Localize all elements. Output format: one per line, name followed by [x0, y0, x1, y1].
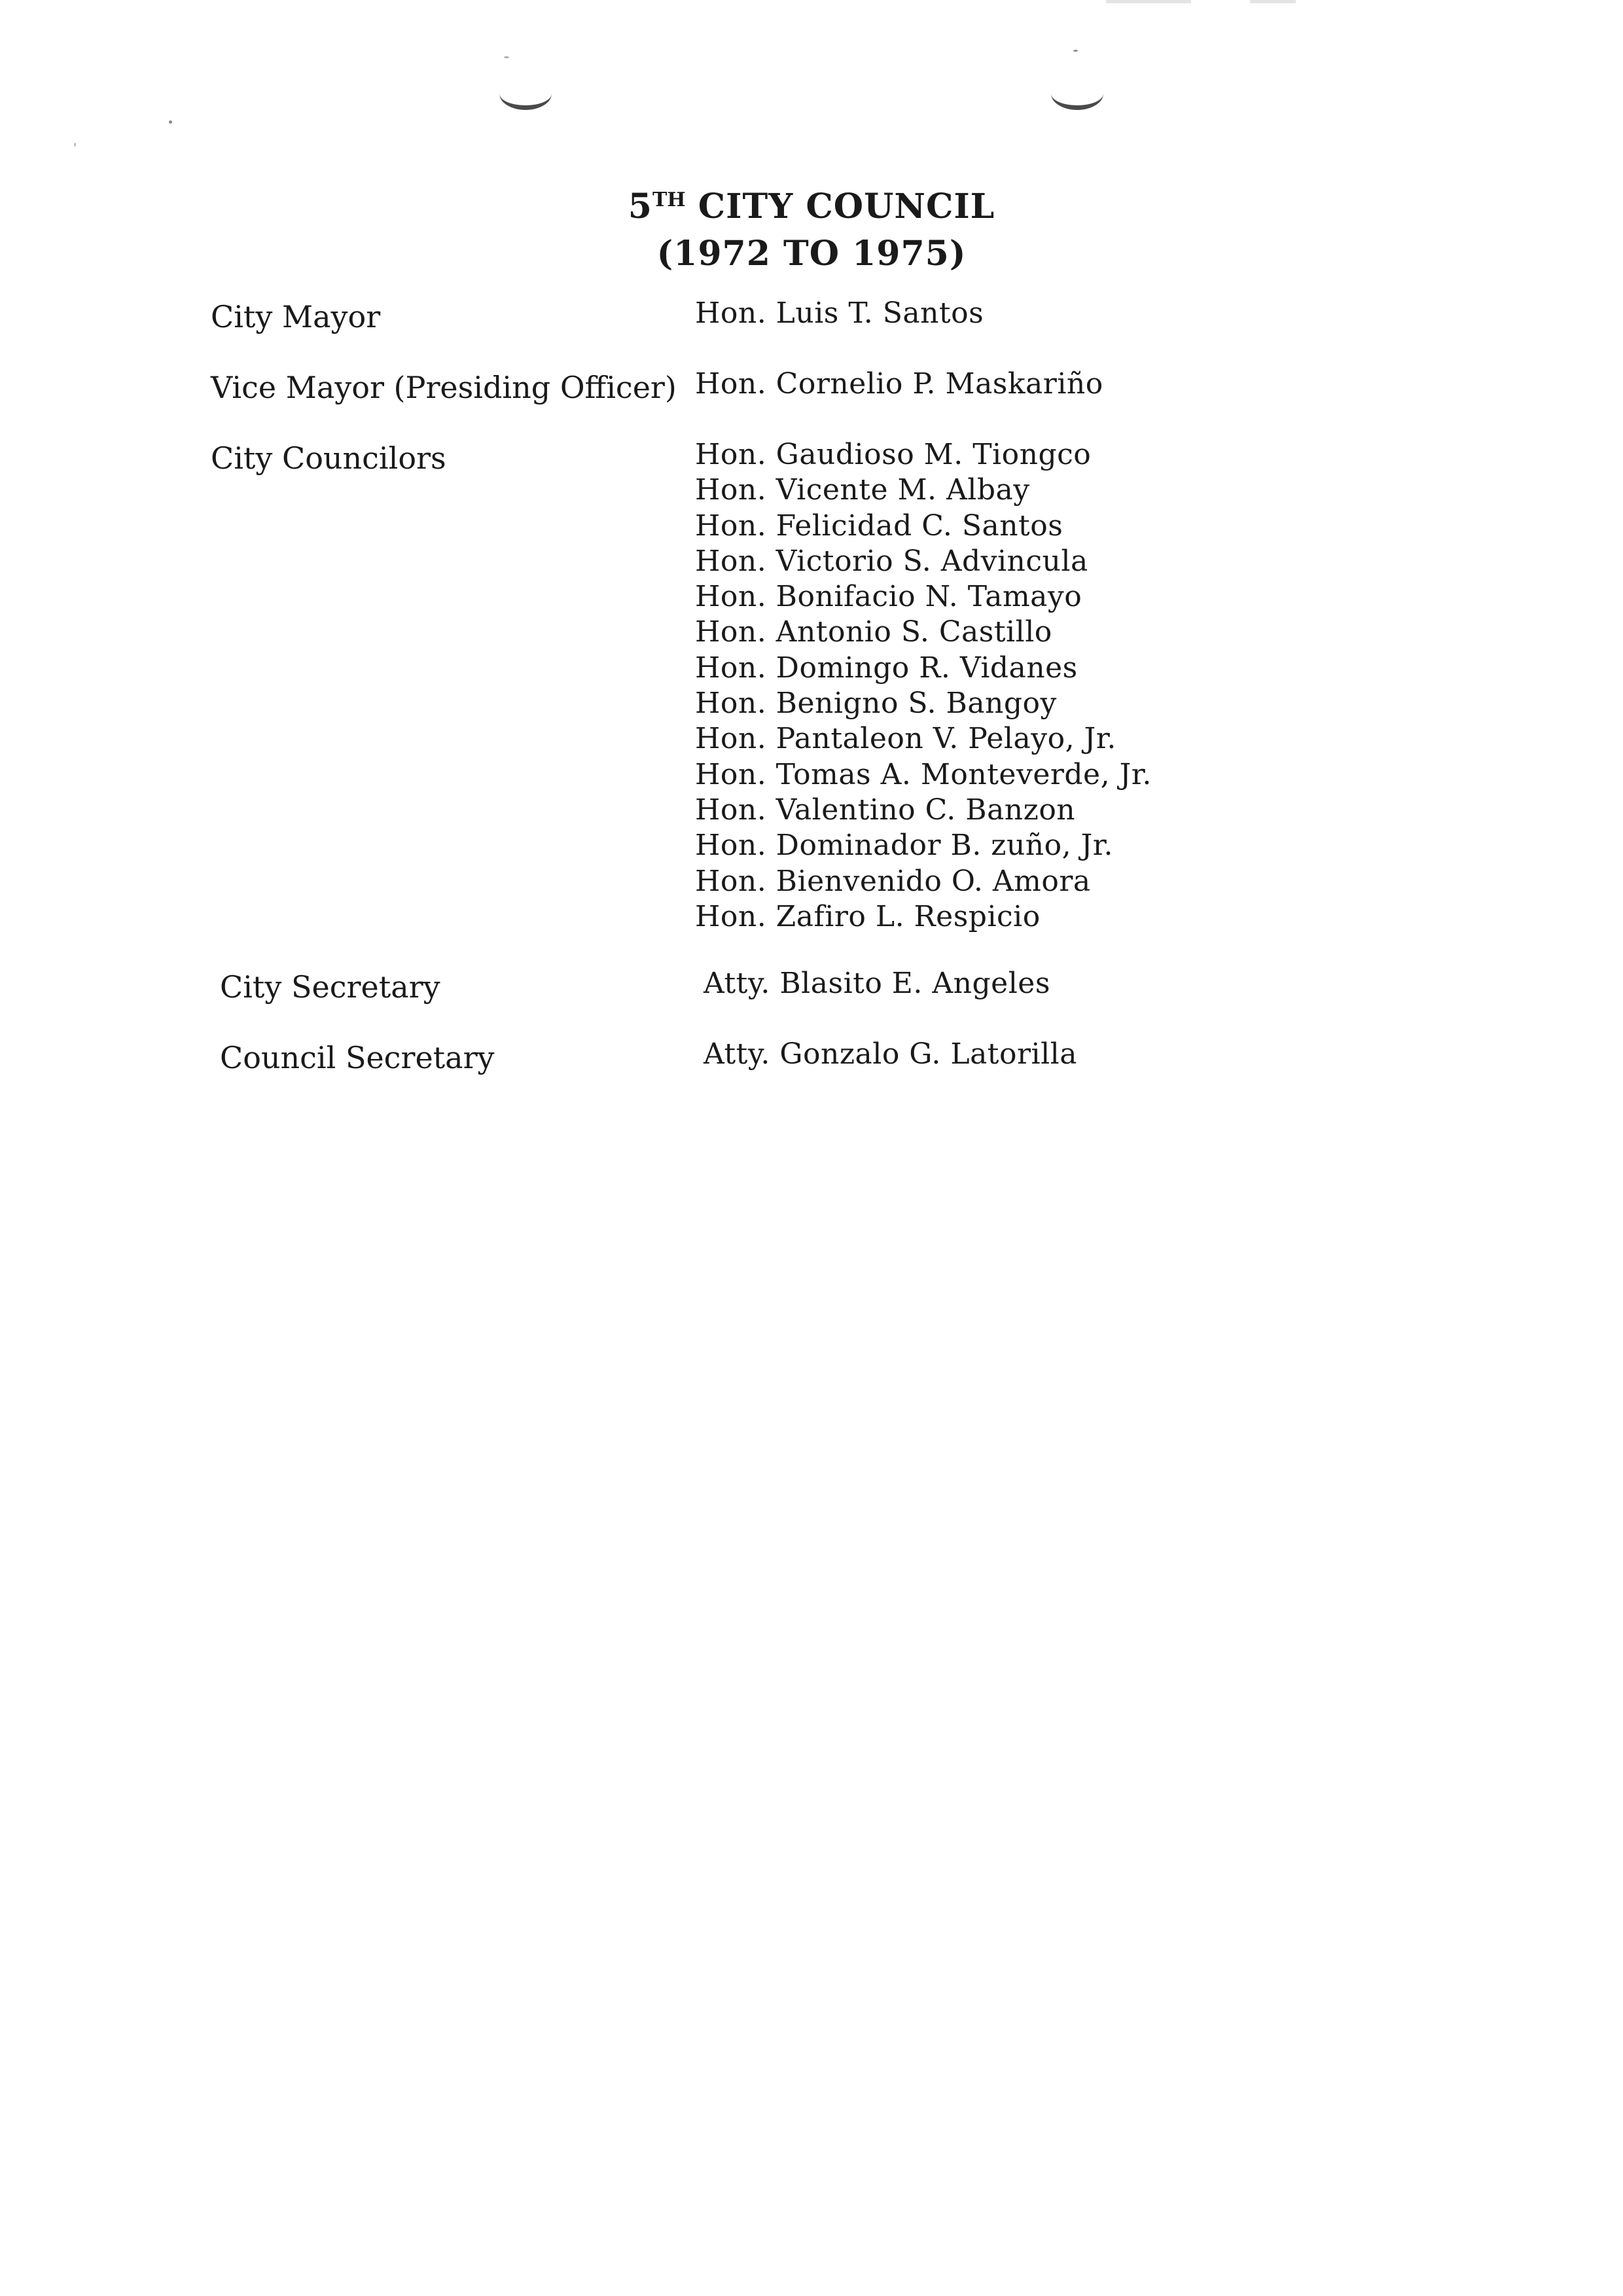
member-name: Hon. Gaudioso M. Tiongco [695, 438, 1092, 471]
member-name: Hon. Zafiro L. Respicio [695, 899, 1041, 933]
punch-hole-right [1051, 77, 1103, 110]
title-ordinal: 5 [628, 187, 652, 226]
document-title [0, 177, 1623, 278]
council-heading [0, 177, 1623, 230]
member-name: Atty. Gonzalo G. Latorilla [704, 1037, 1077, 1071]
member-name: Hon. Bienvenido O. Amora [695, 864, 1091, 898]
member-name: Hon. Dominador B. zuño, Jr. [695, 829, 1113, 863]
member-name: Atty. Blasito E. Angeles [704, 967, 1050, 1000]
member-name: Hon. Benigno S. Bangoy [695, 687, 1057, 721]
scan-speck [1073, 50, 1078, 52]
role-label: City Secretary [220, 969, 440, 1005]
role-label: Council Secretary [220, 1040, 495, 1075]
name-list [704, 1037, 1077, 1072]
scan-speck [169, 120, 172, 124]
name-list [695, 296, 984, 331]
member-name: Hon. Antonio S. Castillo [695, 615, 1052, 649]
member-name: Hon. Pantaleon V. Pelayo, Jr. [695, 722, 1116, 756]
punch-hole-left [499, 77, 552, 110]
member-name: Hon. Tomas A. Monteverde, Jr. [695, 757, 1152, 791]
member-name: Hon. Vicente M. Albay [695, 473, 1030, 507]
name-list [695, 437, 1152, 935]
scan-speck [74, 143, 76, 147]
role-label: City Councilors [211, 440, 446, 476]
member-name: Hon. Domingo R. Vidanes [695, 651, 1078, 685]
scan-smudge [1250, 0, 1296, 3]
member-name: Hon. Felicidad C. Santos [695, 509, 1063, 543]
title-heading: CITY COUNCIL [698, 187, 995, 226]
member-name: Hon. Valentino C. Banzon [695, 793, 1076, 827]
role-label: City Mayor [211, 299, 381, 334]
scan-speck [504, 56, 509, 58]
role-label: Vice Mayor (Presiding Officer) [211, 370, 677, 405]
member-name: Hon. Luis T. Santos [695, 296, 984, 330]
scan-smudge [1106, 0, 1191, 3]
member-name: Hon. Bonifacio N. Tamayo [695, 580, 1082, 614]
council-period: (1972 TO 1975) [656, 234, 967, 274]
name-list [704, 966, 1050, 1001]
member-name: Hon. Cornelio P. Maskariño [695, 367, 1103, 401]
member-name: Hon. Victorio S. Advincula [695, 544, 1088, 578]
name-list [695, 367, 1103, 402]
title-ordinal-suffix: TH [652, 188, 686, 211]
